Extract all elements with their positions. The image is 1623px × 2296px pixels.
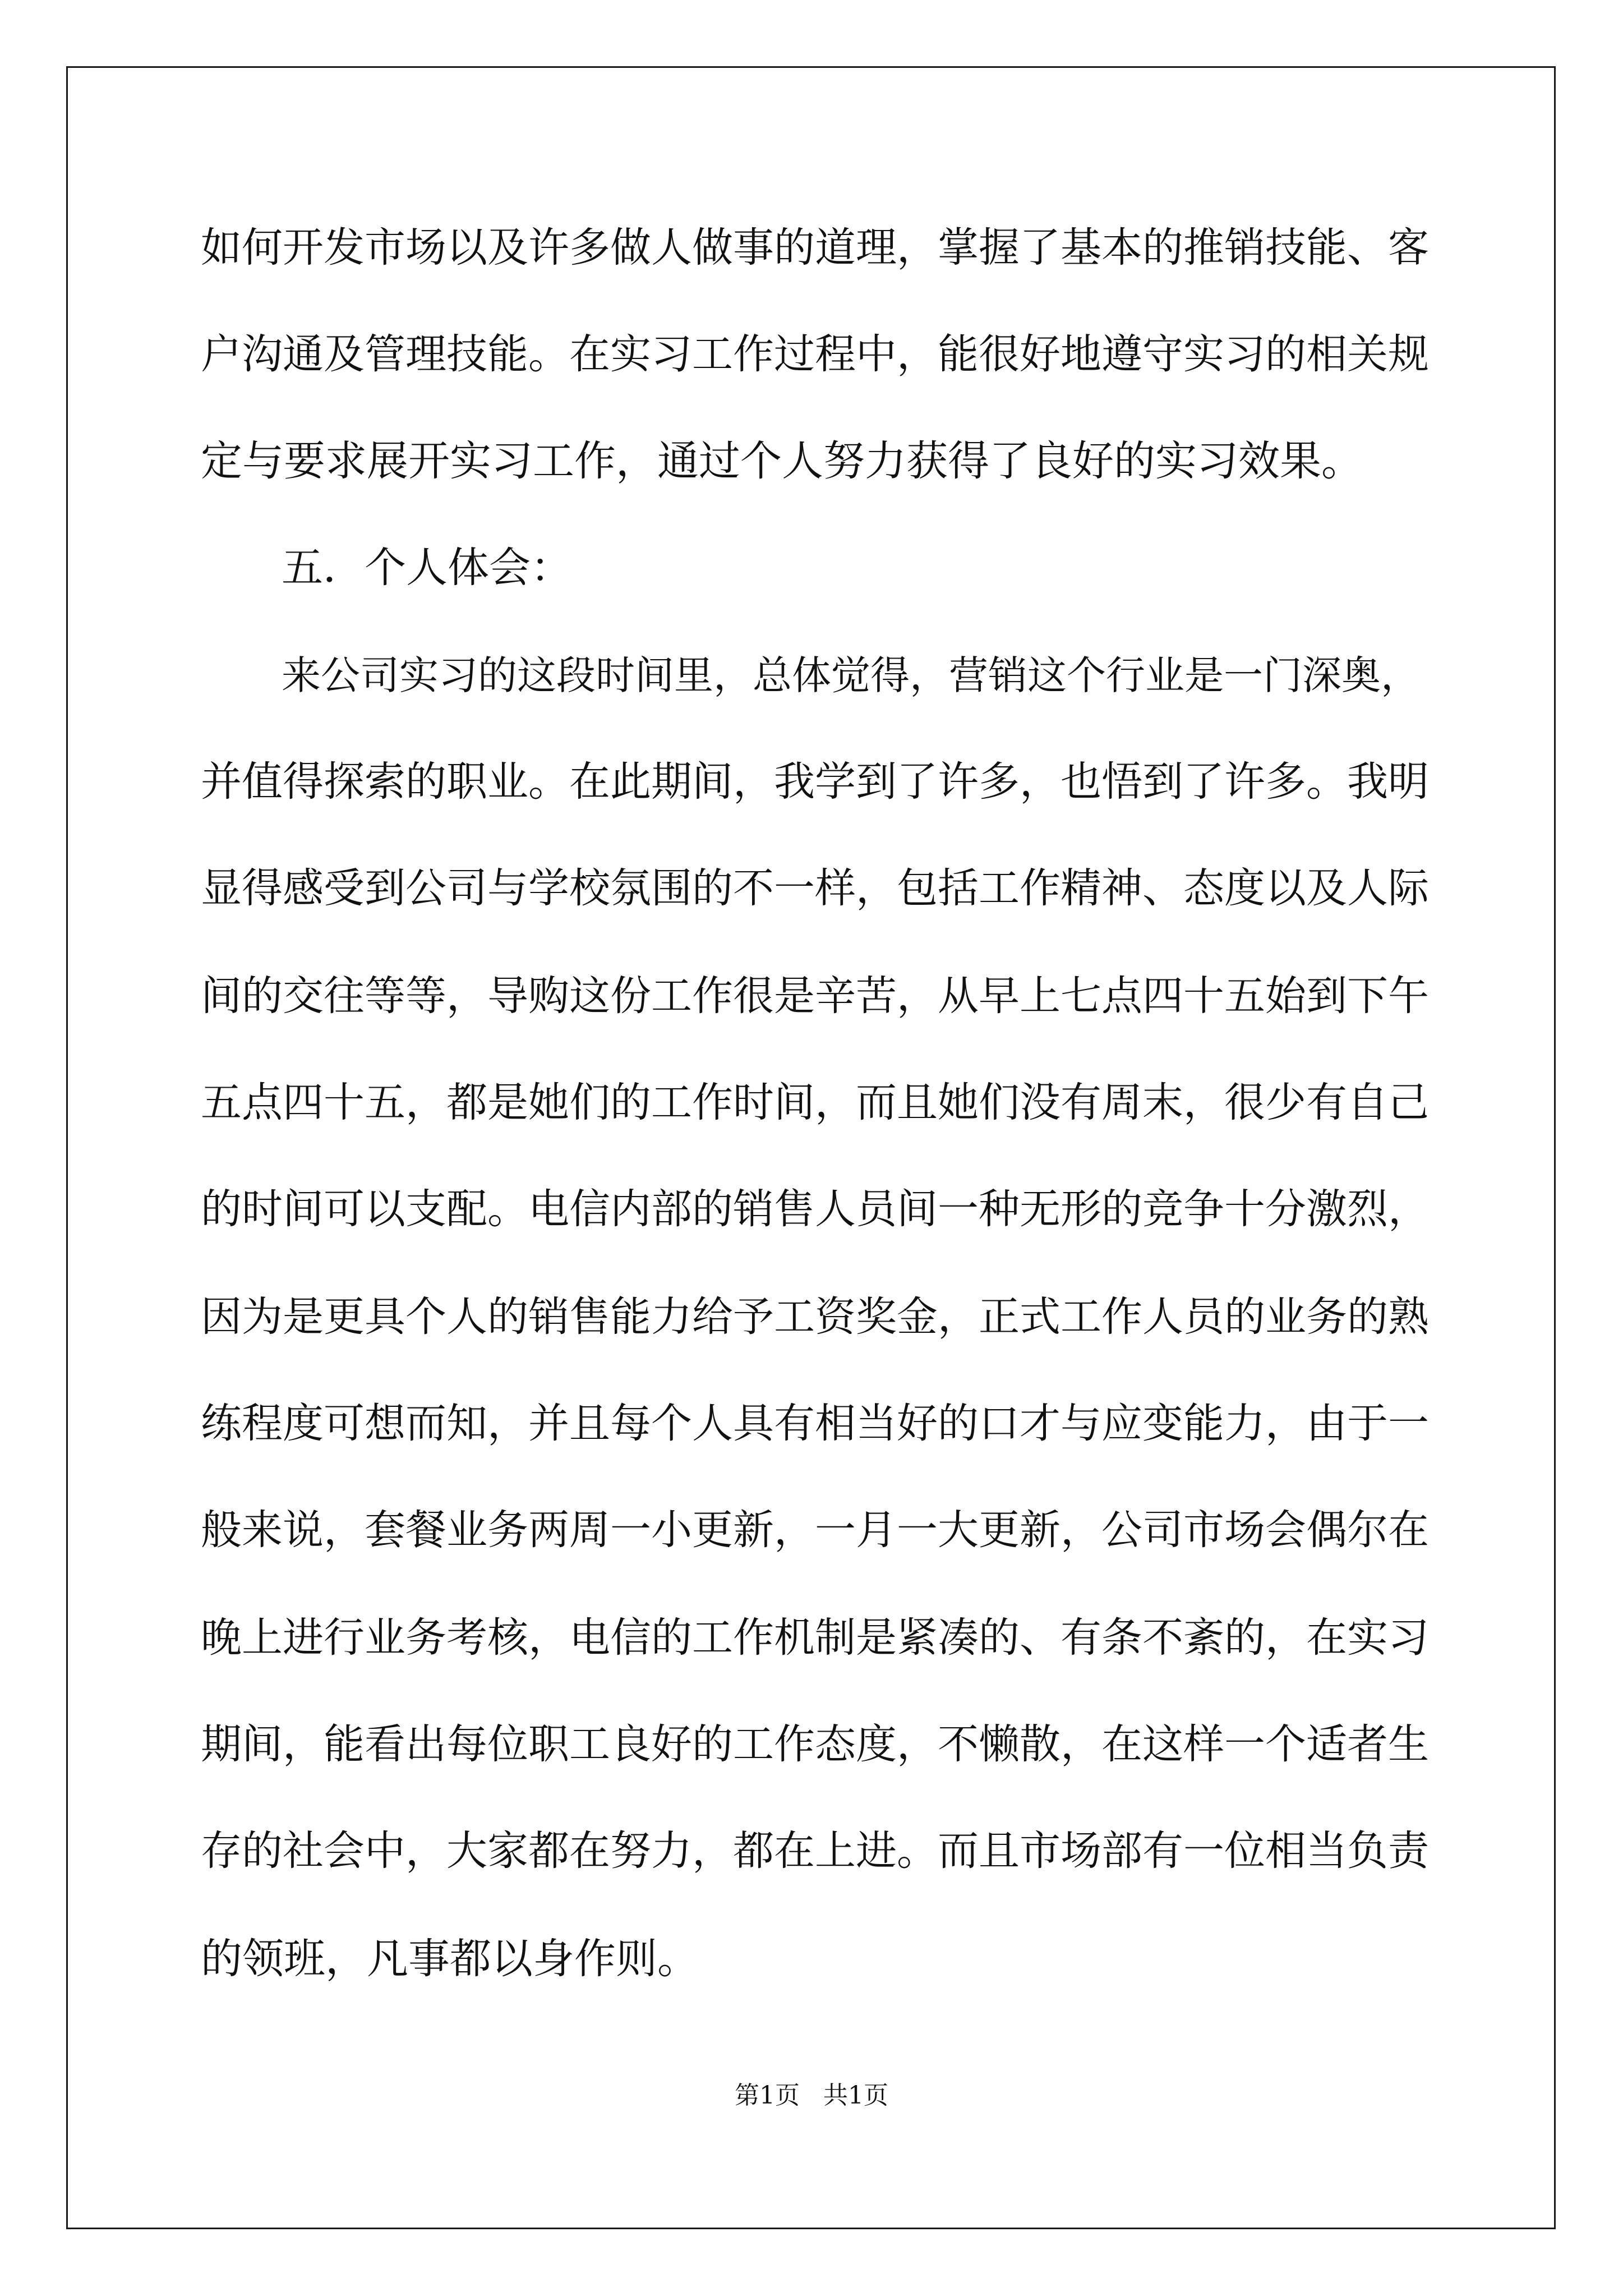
page-border bbox=[66, 66, 1556, 2229]
text-line: 户沟通及管理技能。在实习工作过程中，能很好地遵守实习的相关规 bbox=[201, 330, 1429, 378]
text-line: 定与要求展开实习工作，通过个人努力获得了良好的实习效果。 bbox=[201, 437, 1363, 485]
text-line: 练程度可想而知，并且每个人具有相当好的口才与应变能力，由于一 bbox=[201, 1400, 1429, 1447]
section-heading: 五．个人体会： bbox=[282, 544, 572, 592]
text-line: 的领班，凡事都以身作则。 bbox=[201, 1935, 699, 1983]
text-line: 般来说，套餐业务两周一小更新，一月一大更新，公司市场会偶尔在 bbox=[201, 1506, 1429, 1554]
text-line: 如何开发市场以及许多做人做事的道理，掌握了基本的推销技能、客 bbox=[201, 224, 1429, 272]
text-line: 显得感受到公司与学校氛围的不一样，包括工作精神、态度以及人际 bbox=[201, 864, 1429, 912]
text-line: 期间，能看出每位职工良好的工作态度，不懒散，在这样一个适者生 bbox=[201, 1720, 1429, 1768]
text-line: 五点四十五，都是她们的工作时间，而且她们没有周末，很少有自己 bbox=[201, 1079, 1429, 1126]
text-line: 的时间可以支配。电信内部的销售人员间一种无形的竞争十分激烈， bbox=[201, 1185, 1429, 1233]
page-footer: 第1页 共1页 bbox=[735, 2081, 888, 2110]
text-line: 晚上进行业务考核，电信的工作机制是紧凑的、有条不紊的，在实习 bbox=[201, 1614, 1429, 1662]
text-line: 间的交往等等，导购这份工作很是辛苦，从早上七点四十五始到下午 bbox=[201, 972, 1429, 1020]
text-line: 来公司实习的这段时间里，总体觉得，营销这个行业是一门深奥， bbox=[282, 652, 1420, 698]
text-line: 并值得探索的职业。在此期间，我学到了许多，也悟到了许多。我明 bbox=[201, 758, 1429, 806]
text-line: 因为是更具个人的销售能力给予工资奖金，正式工作人员的业务的熟 bbox=[201, 1293, 1429, 1341]
text-line: 存的社会中，大家都在努力，都在上进。而且市场部有一位相当负责 bbox=[201, 1827, 1429, 1875]
